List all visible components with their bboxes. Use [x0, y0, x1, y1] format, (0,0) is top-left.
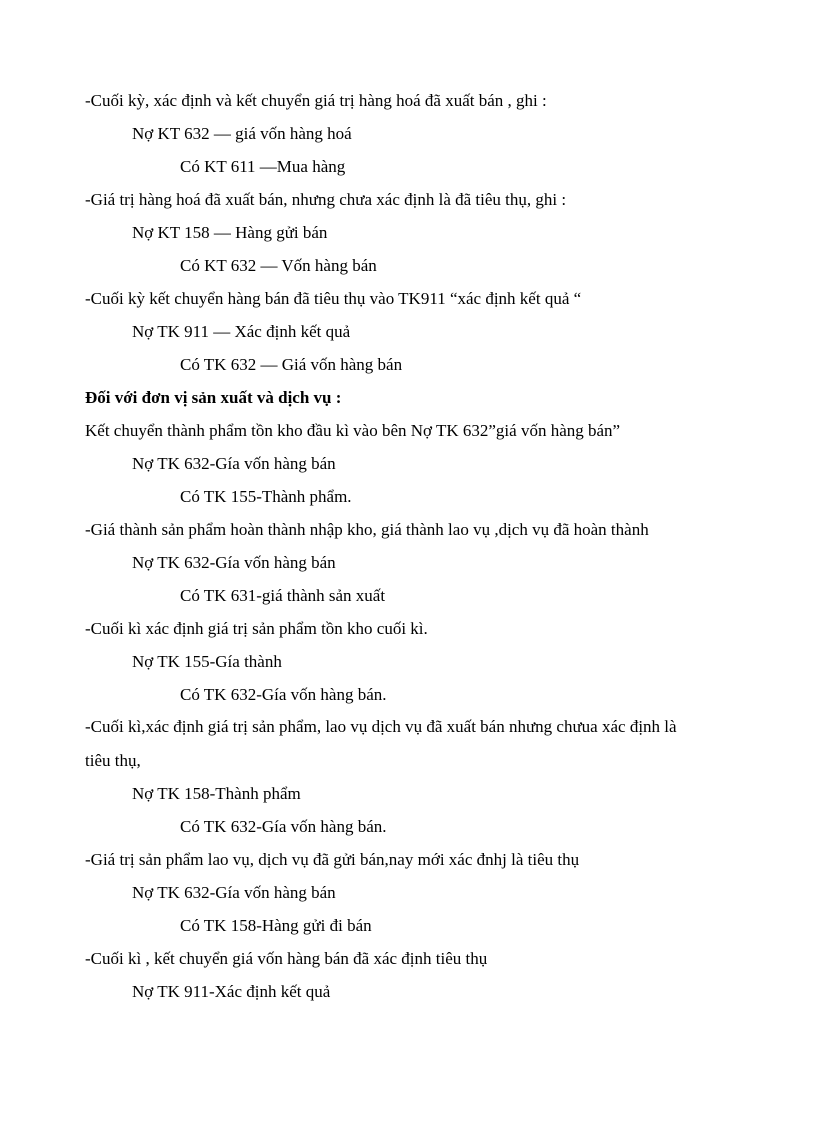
text-line: Có TK 632 — Giá vốn hàng bán	[180, 355, 403, 374]
text-line: Nợ TK 911 — Xác định kết quả	[132, 322, 351, 341]
text-line: -Cuối kì , kết chuyển giá vốn hàng bán đã xác định tiêu thụ	[85, 949, 488, 968]
text-line: Kết chuyển thành phẩm tồn kho đầu kì vào bên Nợ TK 632”giá vốn hàng bán”	[85, 421, 621, 440]
text-line: Nợ TK 632-Gía vốn hàng bán	[132, 454, 336, 473]
text-line: -Cuối kỳ kết chuyển hàng bán đã tiêu thụ vào TK911 “xác định kết quả “	[85, 289, 582, 308]
text-line: Có KT 611 —Mua hàng	[180, 157, 346, 176]
text-line: Nợ KT 632 — giá vốn hàng hoá	[132, 124, 352, 143]
text-line: -Giá trị sản phẩm lao vụ, dịch vụ đã gửi bán,nay mới xác đnhj là tiêu thụ	[85, 850, 580, 869]
text-line: -Cuối kì xác định giá trị sản phẩm tồn kho cuối kì.	[85, 619, 428, 638]
text-line: Nợ TK 158-Thành phẩm	[132, 784, 301, 803]
text-line: Có KT 632 — Vốn hàng bán	[180, 256, 377, 275]
text-line: Có TK 631-giá thành sản xuất	[180, 586, 386, 605]
text-line: tiêu thụ,	[85, 751, 141, 770]
text-line: Nợ TK 155-Gía thành	[132, 652, 282, 671]
text-line: -Giá thành sản phẩm hoàn thành nhập kho, giá thành lao vụ ,dịch vụ đã hoàn thành	[85, 520, 649, 539]
text-line: Có TK 632-Gía vốn hàng bán.	[180, 817, 387, 836]
text-line: -Giá trị hàng hoá đã xuất bán, nhưng chưa xác định là đã tiêu thụ, ghi :	[85, 190, 567, 209]
text-line: -Cuối kì,xác định giá trị sản phẩm, lao vụ dịch vụ đã xuất bán nhưng chưua xác định là	[85, 717, 677, 736]
text-line: -Cuối kỳ, xác định và kết chuyển giá trị hàng hoá đã xuất bán , ghi :	[85, 91, 547, 110]
text-line: Nợ TK 911-Xác định kết quả	[132, 982, 331, 1001]
section-heading: Đối với đơn vị sản xuất và dịch vụ :	[85, 388, 342, 407]
text-line: Có TK 632-Gía vốn hàng bán.	[180, 685, 387, 704]
text-line: Nợ TK 632-Gía vốn hàng bán	[132, 553, 336, 572]
text-line: Nợ TK 632-Gía vốn hàng bán	[132, 883, 336, 902]
text-line: Có TK 158-Hàng gửi đi bán	[180, 916, 372, 935]
text-line: Nợ KT 158 — Hàng gửi bán	[132, 223, 328, 242]
text-line: Có TK 155-Thành phẩm.	[180, 487, 352, 506]
